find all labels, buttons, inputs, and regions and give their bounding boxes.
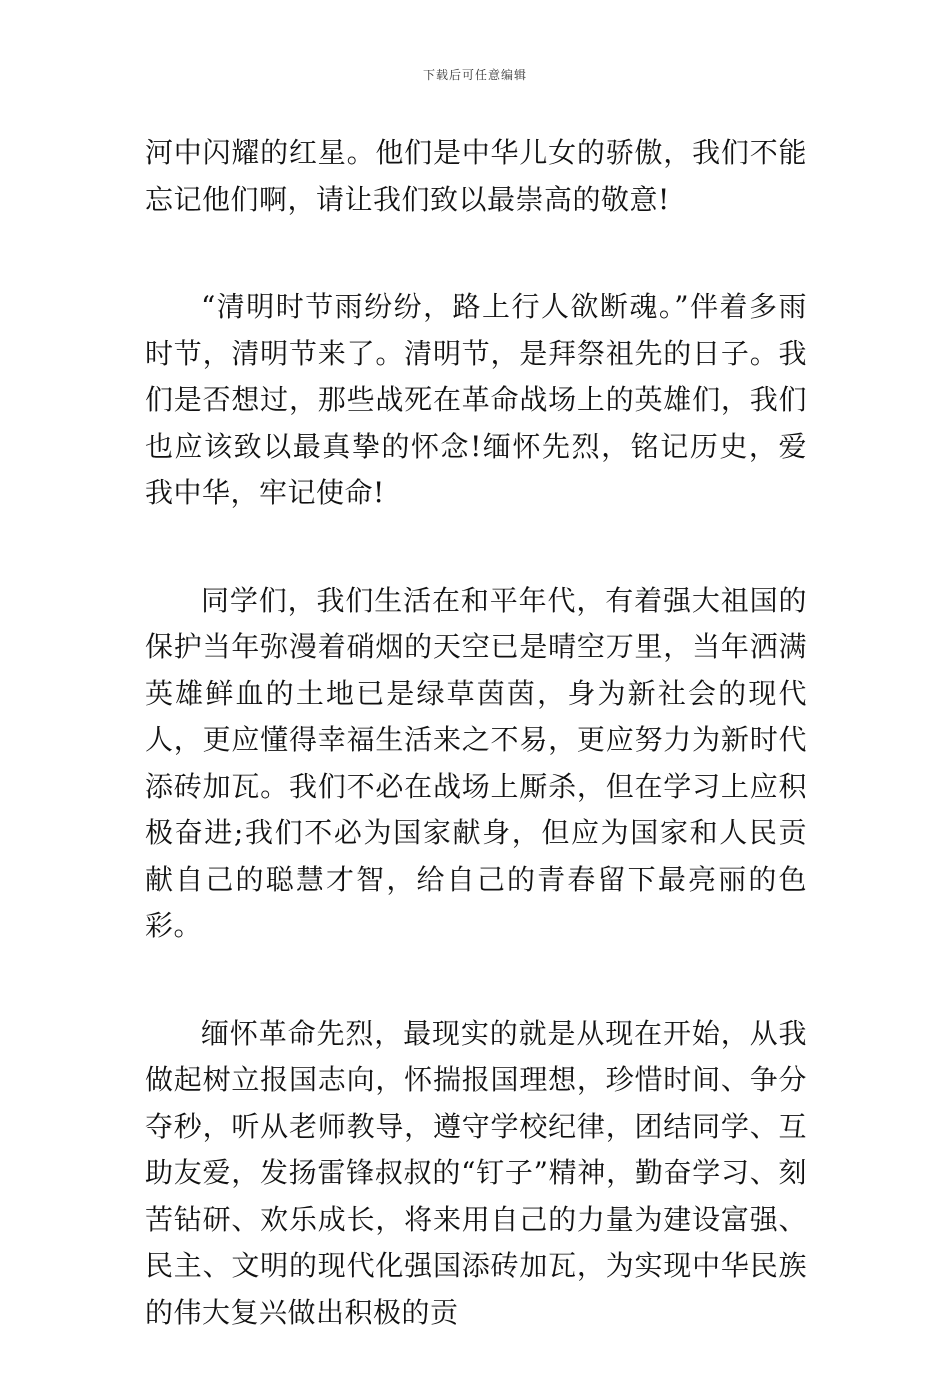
paragraph-1: 河中闪耀的红星。他们是中华儿女的骄傲，我们不能忘记他们啊，请让我们致以最崇高的敬意! [145,136,807,216]
paragraph-3: 同学们，我们生活在和平年代，有着强大祖国的保护当年弥漫着硝烟的天空已是晴空万里，当年洒满英雄鲜血的土地已是绿草茵茵，身为新社会的现代人，更应懂得幸福生活来之不易，更应努力为新时代添砖加瓦。我们不必在战场上厮杀，但在学习上应积极奋进;我们不必为国家献身，但应为国家和人民贡献自己的聪慧才智，给自己的青春留下最亮丽的色彩。 [145,583,807,942]
document-body [145,130,807,1397]
paragraph-2: “清明时节雨纷纷，路上行人欲断魂。”伴着多雨时节，清明节来了。清明节，是拜祭祖先的日子。我们是否想过，那些战死在革命战场上的英雄们，我们也应该致以最真挚的怀念!缅怀先烈，铭记历史，爱我中华，牢记使命! [145,290,807,509]
page-header: 下载后可任意编辑 [422,68,527,82]
paragraph-4: 缅怀革命先烈，最现实的就是从现在开始，从我做起树立报国志向，怀揣报国理想，珍惜时间、争分夺秒，听从老师教导，遵守学校纪律，团结同学、互助友爱，发扬雷锋叔叔的“钉子”精神，勤奋学习、刻苦钻研、欢乐成长，将来用自己的力量为建设富强、民主、文明的现代化强国添砖加瓦，为实现中华民族的伟大复兴做出积极的贡 [145,1016,807,1329]
